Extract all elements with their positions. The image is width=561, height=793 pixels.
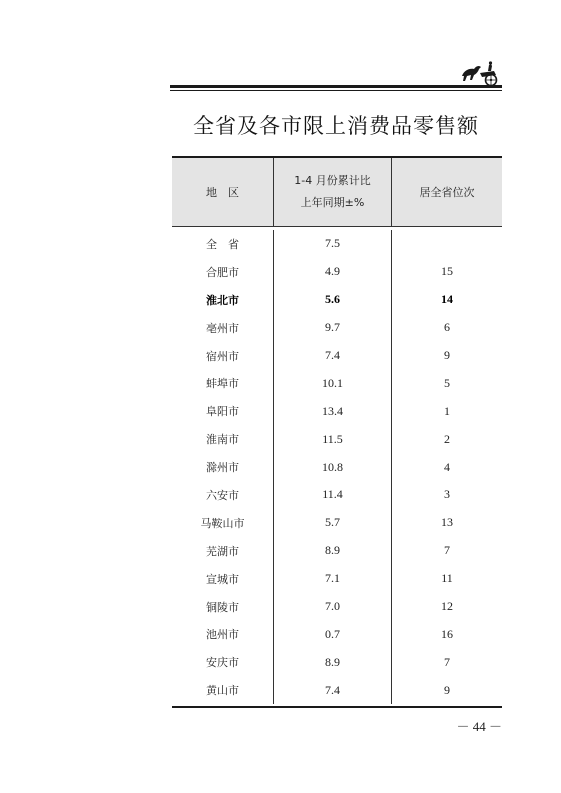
cell-rank: 12	[441, 599, 453, 614]
cell-region: 芜湖市	[206, 544, 239, 558]
cell-growth: 5.7	[273, 509, 392, 537]
cell-rank: 9	[444, 348, 450, 362]
cell-region: 铜陵市	[206, 600, 239, 614]
cell-growth: 7.1	[273, 565, 392, 593]
table-row	[172, 648, 502, 676]
page-number: － 44 －	[456, 719, 502, 734]
table-row	[172, 314, 502, 342]
table-row	[172, 620, 502, 648]
cell-region: 亳州市	[206, 321, 239, 335]
cell-growth: 8.9	[273, 537, 392, 565]
header-growth	[273, 158, 392, 226]
cell-region: 马鞍山市	[200, 516, 245, 530]
cell-region: 六安市	[206, 488, 239, 502]
header-region: 地 区	[206, 186, 239, 199]
cell-growth: 7.0	[273, 593, 392, 621]
table-row	[172, 537, 502, 565]
cell-region: 阜阳市	[206, 405, 239, 419]
cell-growth: 11.4	[273, 481, 392, 509]
cell-region: 宣城市	[206, 572, 239, 586]
table-row	[172, 481, 502, 509]
cell-growth: 8.9	[273, 648, 392, 676]
horse-chariot-logo-icon	[458, 60, 502, 88]
table-row	[172, 286, 502, 314]
table-row	[172, 425, 502, 453]
cell-region: 池州市	[206, 628, 239, 642]
table-row	[172, 676, 502, 704]
cell-rank: 15	[441, 264, 453, 279]
cell-growth: 13.4	[273, 397, 392, 425]
table-body	[172, 227, 502, 706]
header-rank: 居全省位次	[419, 186, 475, 199]
cell-region: 宿州市	[206, 349, 239, 363]
cell-rank: 11	[441, 571, 453, 586]
cell-growth: 5.6	[273, 286, 392, 314]
cell-rank: 16	[441, 626, 453, 641]
retail-sales-table	[172, 156, 502, 708]
header-rule-thin	[170, 90, 502, 91]
header-growth-line2: 上年同期±%	[300, 196, 365, 209]
cell-rank: 4	[444, 459, 450, 474]
cell-growth: 10.8	[273, 453, 392, 481]
table-row	[172, 593, 502, 621]
cell-rank: 1	[444, 403, 450, 418]
table-row	[172, 397, 502, 425]
cell-rank: 3	[444, 487, 450, 502]
cell-region: 滁州市	[206, 461, 239, 475]
table-row	[172, 369, 502, 397]
cell-growth: 10.1	[273, 369, 392, 397]
table-row	[172, 453, 502, 481]
cell-rank: 14	[441, 292, 453, 307]
cell-region: 黄山市	[206, 684, 239, 698]
cell-growth: 9.7	[273, 314, 392, 342]
cell-region: 淮北市	[206, 293, 239, 307]
cell-region: 合肥市	[206, 265, 239, 279]
table-row	[172, 230, 502, 258]
cell-rank: 7	[444, 543, 450, 558]
cell-region: 蚌埠市	[206, 377, 239, 391]
header-growth-line1: 1-4 月份累计比	[294, 174, 371, 187]
cell-region: 淮南市	[206, 433, 239, 447]
table-row	[172, 342, 502, 370]
table-row	[172, 509, 502, 537]
cell-growth: 11.5	[273, 425, 392, 453]
cell-rank: 5	[444, 375, 450, 390]
cell-region: 安庆市	[206, 656, 239, 670]
cell-growth: 7.4	[273, 676, 392, 704]
table-row	[172, 565, 502, 593]
header-rule	[170, 85, 502, 88]
cell-rank: 2	[444, 431, 450, 446]
cell-rank: 9	[444, 682, 450, 697]
cell-growth: 7.4	[273, 342, 392, 370]
table-row	[172, 258, 502, 286]
cell-growth: 7.5	[273, 230, 392, 258]
cell-rank: 13	[441, 515, 453, 530]
cell-rank: 7	[444, 654, 450, 669]
cell-rank: 6	[444, 320, 450, 335]
cell-growth: 4.9	[273, 258, 392, 286]
cell-growth: 0.7	[273, 620, 392, 648]
page-title: 全省及各市限上消费品零售额	[193, 114, 479, 138]
table-header	[172, 158, 502, 227]
cell-region: 全 省	[206, 237, 239, 251]
